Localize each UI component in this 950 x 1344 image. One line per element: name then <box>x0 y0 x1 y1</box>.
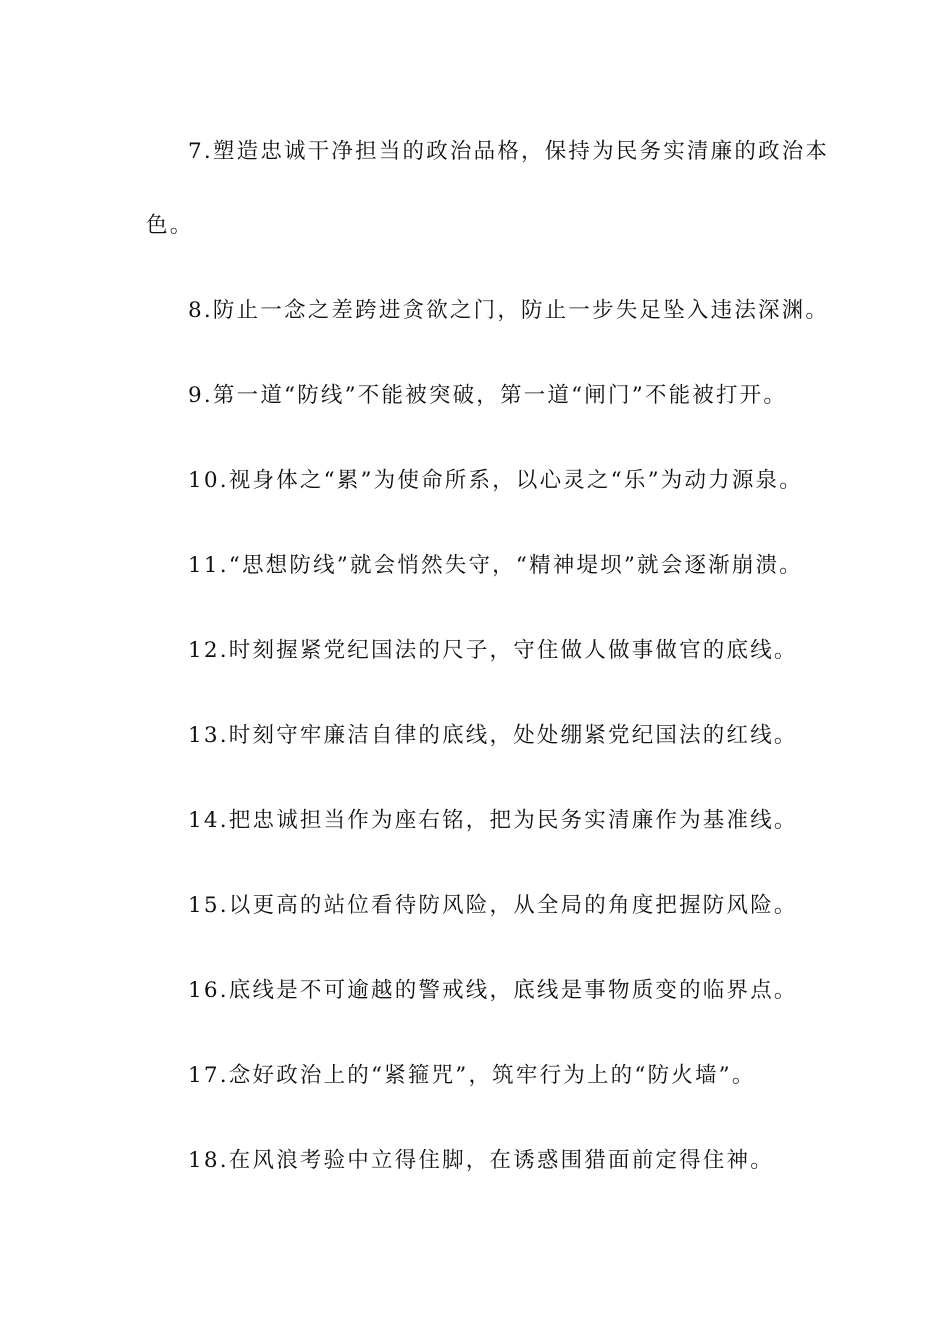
item-15: 15.以更高的站位看待防风险，从全局的角度把握防风险。 <box>188 893 798 918</box>
item-7-line-1: 7.塑造忠诚干净担当的政治品格，保持为民务实清廉的政治本 <box>188 139 830 164</box>
item-17: 17.念好政治上的“紧箍咒”，筑牢行为上的“防火墙”。 <box>188 1063 756 1088</box>
item-8: 8.防止一念之差跨进贪欲之门，防止一步失足坠入违法深渊。 <box>188 298 830 323</box>
item-7-line-2: 色。 <box>146 213 194 238</box>
item-14: 14.把忠诚担当作为座右铭，把为民务实清廉作为基准线。 <box>188 808 798 833</box>
item-9: 9.第一道“防线”不能被突破，第一道“闸门”不能被打开。 <box>188 383 788 408</box>
item-11: 11.“思想防线”就会悄然失守，“精神堤坝”就会逐渐崩溃。 <box>188 553 803 578</box>
item-10: 10.视身体之“累”为使命所系，以心灵之“乐”为动力源泉。 <box>188 468 803 493</box>
item-13: 13.时刻守牢廉洁自律的底线，处处绷紧党纪国法的红线。 <box>188 723 798 748</box>
item-16: 16.底线是不可逾越的警戒线，底线是事物质变的临界点。 <box>188 978 798 1003</box>
item-18: 18.在风浪考验中立得住脚，在诱惑围猎面前定得住神。 <box>188 1148 774 1173</box>
item-12: 12.时刻握紧党纪国法的尺子，守住做人做事做官的底线。 <box>188 638 798 663</box>
